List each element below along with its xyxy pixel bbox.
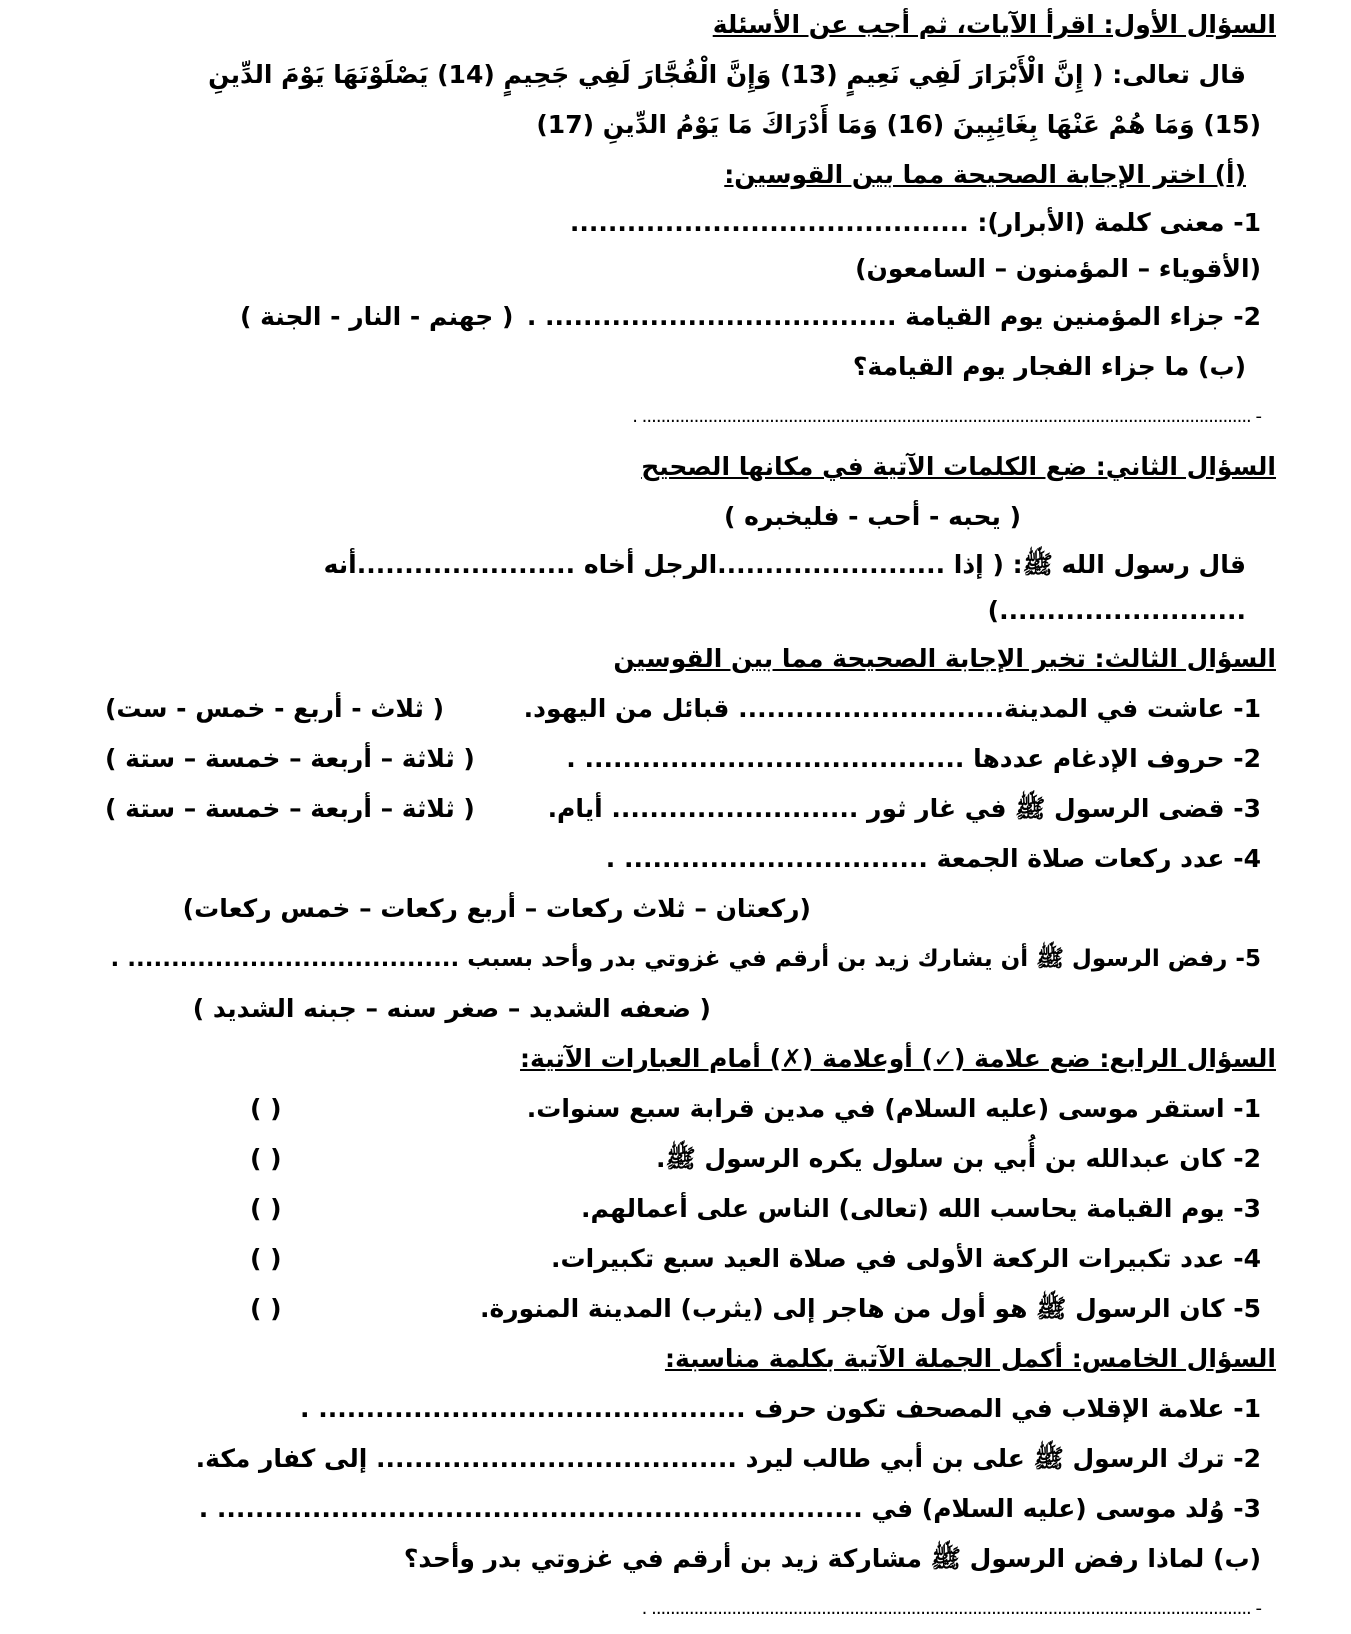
heading: (أ) اختر الإجابة الصحيحة مما بين القوسين: [724, 160, 1246, 189]
heading: السؤال الثاني: ضع الكلمات الآتية في مكانها الصحيح [641, 452, 1276, 481]
question-text: 3- وُلد موسى (عليه السلام) في .................................................................... . [198, 1494, 1261, 1523]
q1-a1 [105, 200, 1276, 292]
q3-i5 [105, 934, 1276, 984]
word-bank: ( يحبه - أحب - فليخبره ) [724, 502, 1021, 531]
q3-i4-choices [105, 884, 1276, 934]
question-text: 1- عاشت في المدينة............................ قبائل من اليهود. [523, 694, 1261, 723]
q2-hadith [105, 542, 1276, 634]
verse-line-2 [105, 100, 1276, 150]
statement: 4- عدد تكبيرات الركعة الأولى في صلاة العيد سبع تكبيرات. [551, 1244, 1261, 1273]
q4-item-4 [105, 1234, 1276, 1284]
question-text: 2- ترك الرسول ﷺ على بن أبي طالب ليرد ...................................... إلى كفار مكة. [195, 1444, 1261, 1473]
q3-title [105, 634, 1276, 684]
q3-i2 [105, 734, 1276, 784]
q2-title [105, 442, 1276, 492]
question-text: 1- معنى كلمة (الأبرار): .......................................... [569, 208, 1261, 237]
q3-i3 [105, 784, 1276, 834]
question-text: قال رسول الله ﷺ: ( إذا ........................الرجل أخاه .......................أنه ..........................) [323, 550, 1246, 625]
choices: ( ثلاثة – أربعة – خمسة – ستة ) [105, 744, 475, 773]
q1-part-a-title [105, 150, 1276, 200]
answer-box[interactable]: ( ) [250, 1294, 282, 1323]
question-text: 2- حروف الإدغام عددها ........................................ . [566, 744, 1261, 773]
q1-a2 [105, 292, 1276, 342]
heading: السؤال الثالث: تخير الإجابة الصحيحة مما بين القوسين [613, 644, 1276, 673]
choices: (الأقوياء – المؤمنون – السامعون) [855, 254, 1261, 283]
q1-part-b-title [105, 342, 1276, 392]
q4-title [105, 1034, 1276, 1084]
question-text: 5- رفض الرسول ﷺ أن يشارك زيد بن أرقم في غزوتي بدر وأحد بسبب ...................................... . [110, 946, 1261, 972]
q4-item-3 [105, 1184, 1276, 1234]
q1-title [105, 0, 1276, 50]
verse-line-1 [105, 50, 1276, 100]
q3-i4 [105, 834, 1276, 884]
question-text: 4- عدد ركعات صلاة الجمعة ................................ . [605, 844, 1261, 873]
choices: (ركعتان – ثلاث ركعات – أربع ركعات – خمس ركعات) [182, 894, 811, 923]
choices: ( ضعفه الشديد – صغر سنه – جبنه الشديد ) [192, 994, 711, 1023]
q5-i1 [105, 1384, 1276, 1434]
answer-box[interactable]: ( ) [250, 1194, 282, 1223]
q4-item-5 [105, 1284, 1276, 1334]
heading: السؤال الرابع: ضع علامة (✓) أوعلامة (✗) أمام العبارات الآتية: [520, 1044, 1276, 1073]
choices: ( جهنم - النار - الجنة ) [240, 302, 514, 331]
statement: 1- استقر موسى (عليه السلام) في مدين قرابة سبع سنوات. [526, 1094, 1261, 1123]
q1-b-answer [105, 392, 1276, 442]
q4-item-1 [105, 1084, 1276, 1134]
verse-text: (15) وَمَا هُمْ عَنْهَا بِغَائِبِينَ (16) وَمَا أَدْرَاكَ مَا يَوْمُ الدِّينِ (17) [536, 110, 1261, 139]
question-text: (ب) ما جزاء الفجار يوم القيامة؟ [852, 352, 1246, 381]
answer-box[interactable]: ( ) [250, 1244, 282, 1273]
answer-box[interactable]: ( ) [250, 1094, 282, 1123]
heading: السؤال الأول: اقرأ الآيات، ثم أجب عن الأسئلة [712, 10, 1276, 39]
statement: 2- كان عبدالله بن أُبي بن سلول يكره الرسول ﷺ. [656, 1144, 1261, 1173]
question-text: 2- جزاء المؤمنين يوم القيامة ..................................... . [526, 302, 1261, 331]
statement: 5- كان الرسول ﷺ هو أول من هاجر إلى (يثرب) المدينة المنورة. [479, 1294, 1261, 1323]
answer-line: - ................................................................................................................................. . [632, 406, 1261, 427]
q5-part-b-title [105, 1534, 1276, 1584]
verse-text: قال تعالى: ( إِنَّ الْأَبْرَارَ لَفِي نَعِيمٍ (13) وَإِنَّ الْفُجَّارَ لَفِي جَحِيمٍ (14) يَصْلَوْنَهَا يَوْمَ الدِّينِ [208, 60, 1246, 89]
question-text: 3- قضى الرسول ﷺ في غار ثور .......................... أيام. [547, 794, 1261, 823]
q5-i3 [105, 1484, 1276, 1534]
q5-title [105, 1334, 1276, 1384]
q4-item-2 [105, 1134, 1276, 1184]
answer-box[interactable]: ( ) [250, 1144, 282, 1173]
q2-words [105, 492, 1276, 542]
choices: ( ثلاثة – أربعة – خمسة – ستة ) [105, 794, 475, 823]
question-text: (ب) لماذا رفض الرسول ﷺ مشاركة زيد بن أرقم في غزوتي بدر وأحد؟ [403, 1544, 1261, 1573]
q3-i1 [105, 684, 1276, 734]
q5-i2 [105, 1434, 1276, 1484]
statement: 3- يوم القيامة يحاسب الله (تعالى) الناس على أعمالهم. [581, 1194, 1261, 1223]
question-text: 1- علامة الإقلاب في المصحف تكون حرف ............................................. . [300, 1394, 1261, 1423]
q5-b-answer [105, 1584, 1276, 1634]
heading: السؤال الخامس: أكمل الجملة الآتية بكلمة مناسبة: [664, 1344, 1276, 1373]
choices: ( ثلاث - أربع - خمس - ست) [105, 694, 444, 723]
answer-line: - ............................................................................................................................... . [641, 1598, 1261, 1619]
q3-i5-choices [105, 984, 1276, 1034]
